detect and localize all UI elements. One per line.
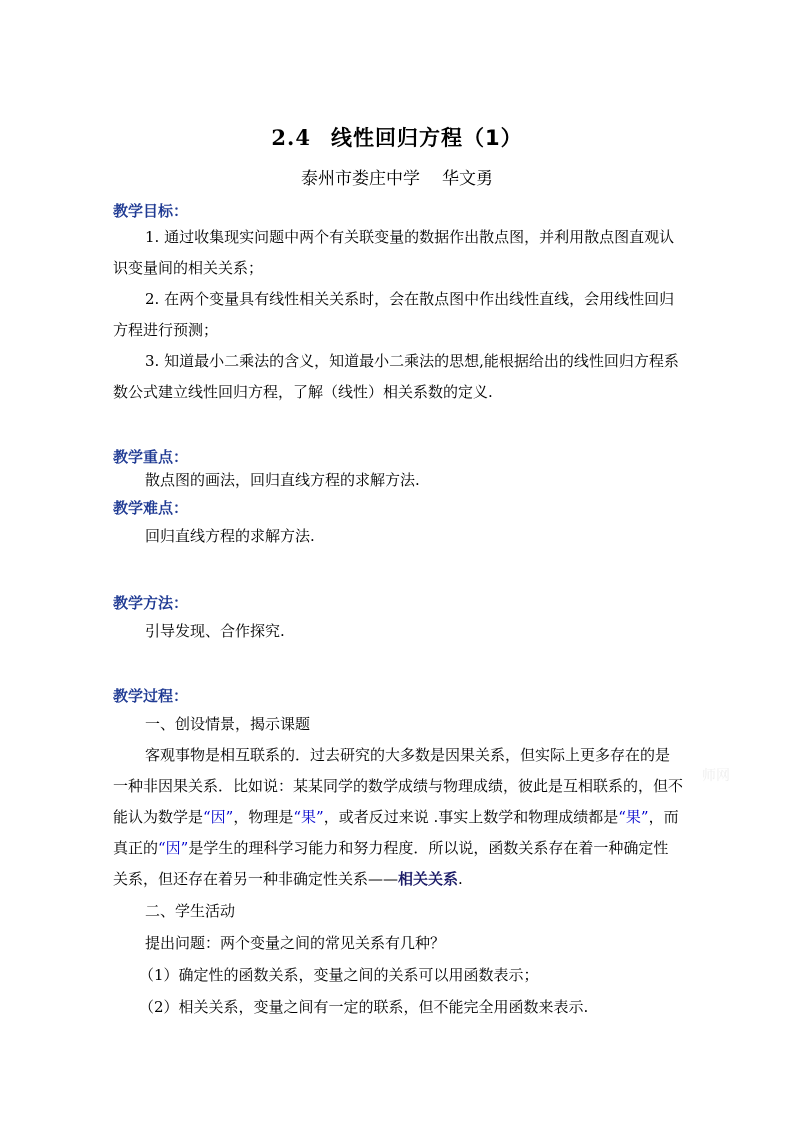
difficulty-heading: 教学难点： [113,499,189,517]
answer-1: （1）确定性的函数关系，变量之间的关系可以用函数表示； [139,966,539,984]
title-text: 线性回归方程（1） [330,126,523,150]
step1-title: 一、创设情景，揭示课题 [145,715,311,733]
author-line [0,164,794,189]
question-text: 提出问题：两个变量之间的常见关系有几种？ [145,934,446,952]
goals-heading: 教学目标： [113,202,189,220]
author-name: 华文勇 [442,169,493,189]
goal-item-3: 3. 知道最小二乘法的含义，知道最小二乘法的思想,能根据给出的线性回归方程系数公式建立线性回归方程，了解（线性）相关系数的定义. [113,352,679,401]
author-school: 泰州市娄庄中学 [301,169,420,189]
quote-effect-2: “果” [618,808,649,826]
term-correlation: 相关关系 [398,870,459,888]
quote-cause-2: “因” [158,839,189,857]
intro-paragraph: 客观事物是相互联系的．过去研究的大多数是因果关系，但实际上更多存在的是一种非因果关系．比如说：某某同学的数学成绩与物理成绩，彼此是互相联系的，但不能认为数学是“因”，物理是“果”，或者反过来说 .事实上数学和物理成绩都是“果”，而真正的“因”是学生的理科学习能力和努力程度．所以说，函数关系存在着一种确定性关系，但还存在着另一种非确定性关系——相关关系. [113,746,684,888]
method-text: 引导发现、合作探究. [145,622,285,640]
page-title [0,122,794,152]
answer-2: （2）相关关系，变量之间有一定的联系，但不能完全用函数来表示. [139,998,589,1016]
key-points-text: 散点图的画法，回归直线方程的求解方法. [145,471,420,489]
watermark-text: 师网 [702,768,730,784]
method-heading: 教学方法： [113,594,189,612]
process-heading: 教学过程： [113,687,189,705]
quote-cause-1: “因” [203,808,234,826]
quote-effect-1: “果” [293,808,324,826]
goal-item-2: 2. 在两个变量具有线性相关关系时，会在散点图中作出线性直线，会用线性回归方程进行预测； [113,290,675,339]
section-number: 2.4 [271,125,311,150]
difficulty-text: 回归直线方程的求解方法. [145,527,315,545]
key-points-heading: 教学重点： [113,448,189,466]
step2-title: 二、学生活动 [145,902,236,920]
goal-item-1: 1. 通过收集现实问题中两个有关联变量的数据作出散点图，并利用散点图直观认识变量间的相关关系； [113,228,675,277]
